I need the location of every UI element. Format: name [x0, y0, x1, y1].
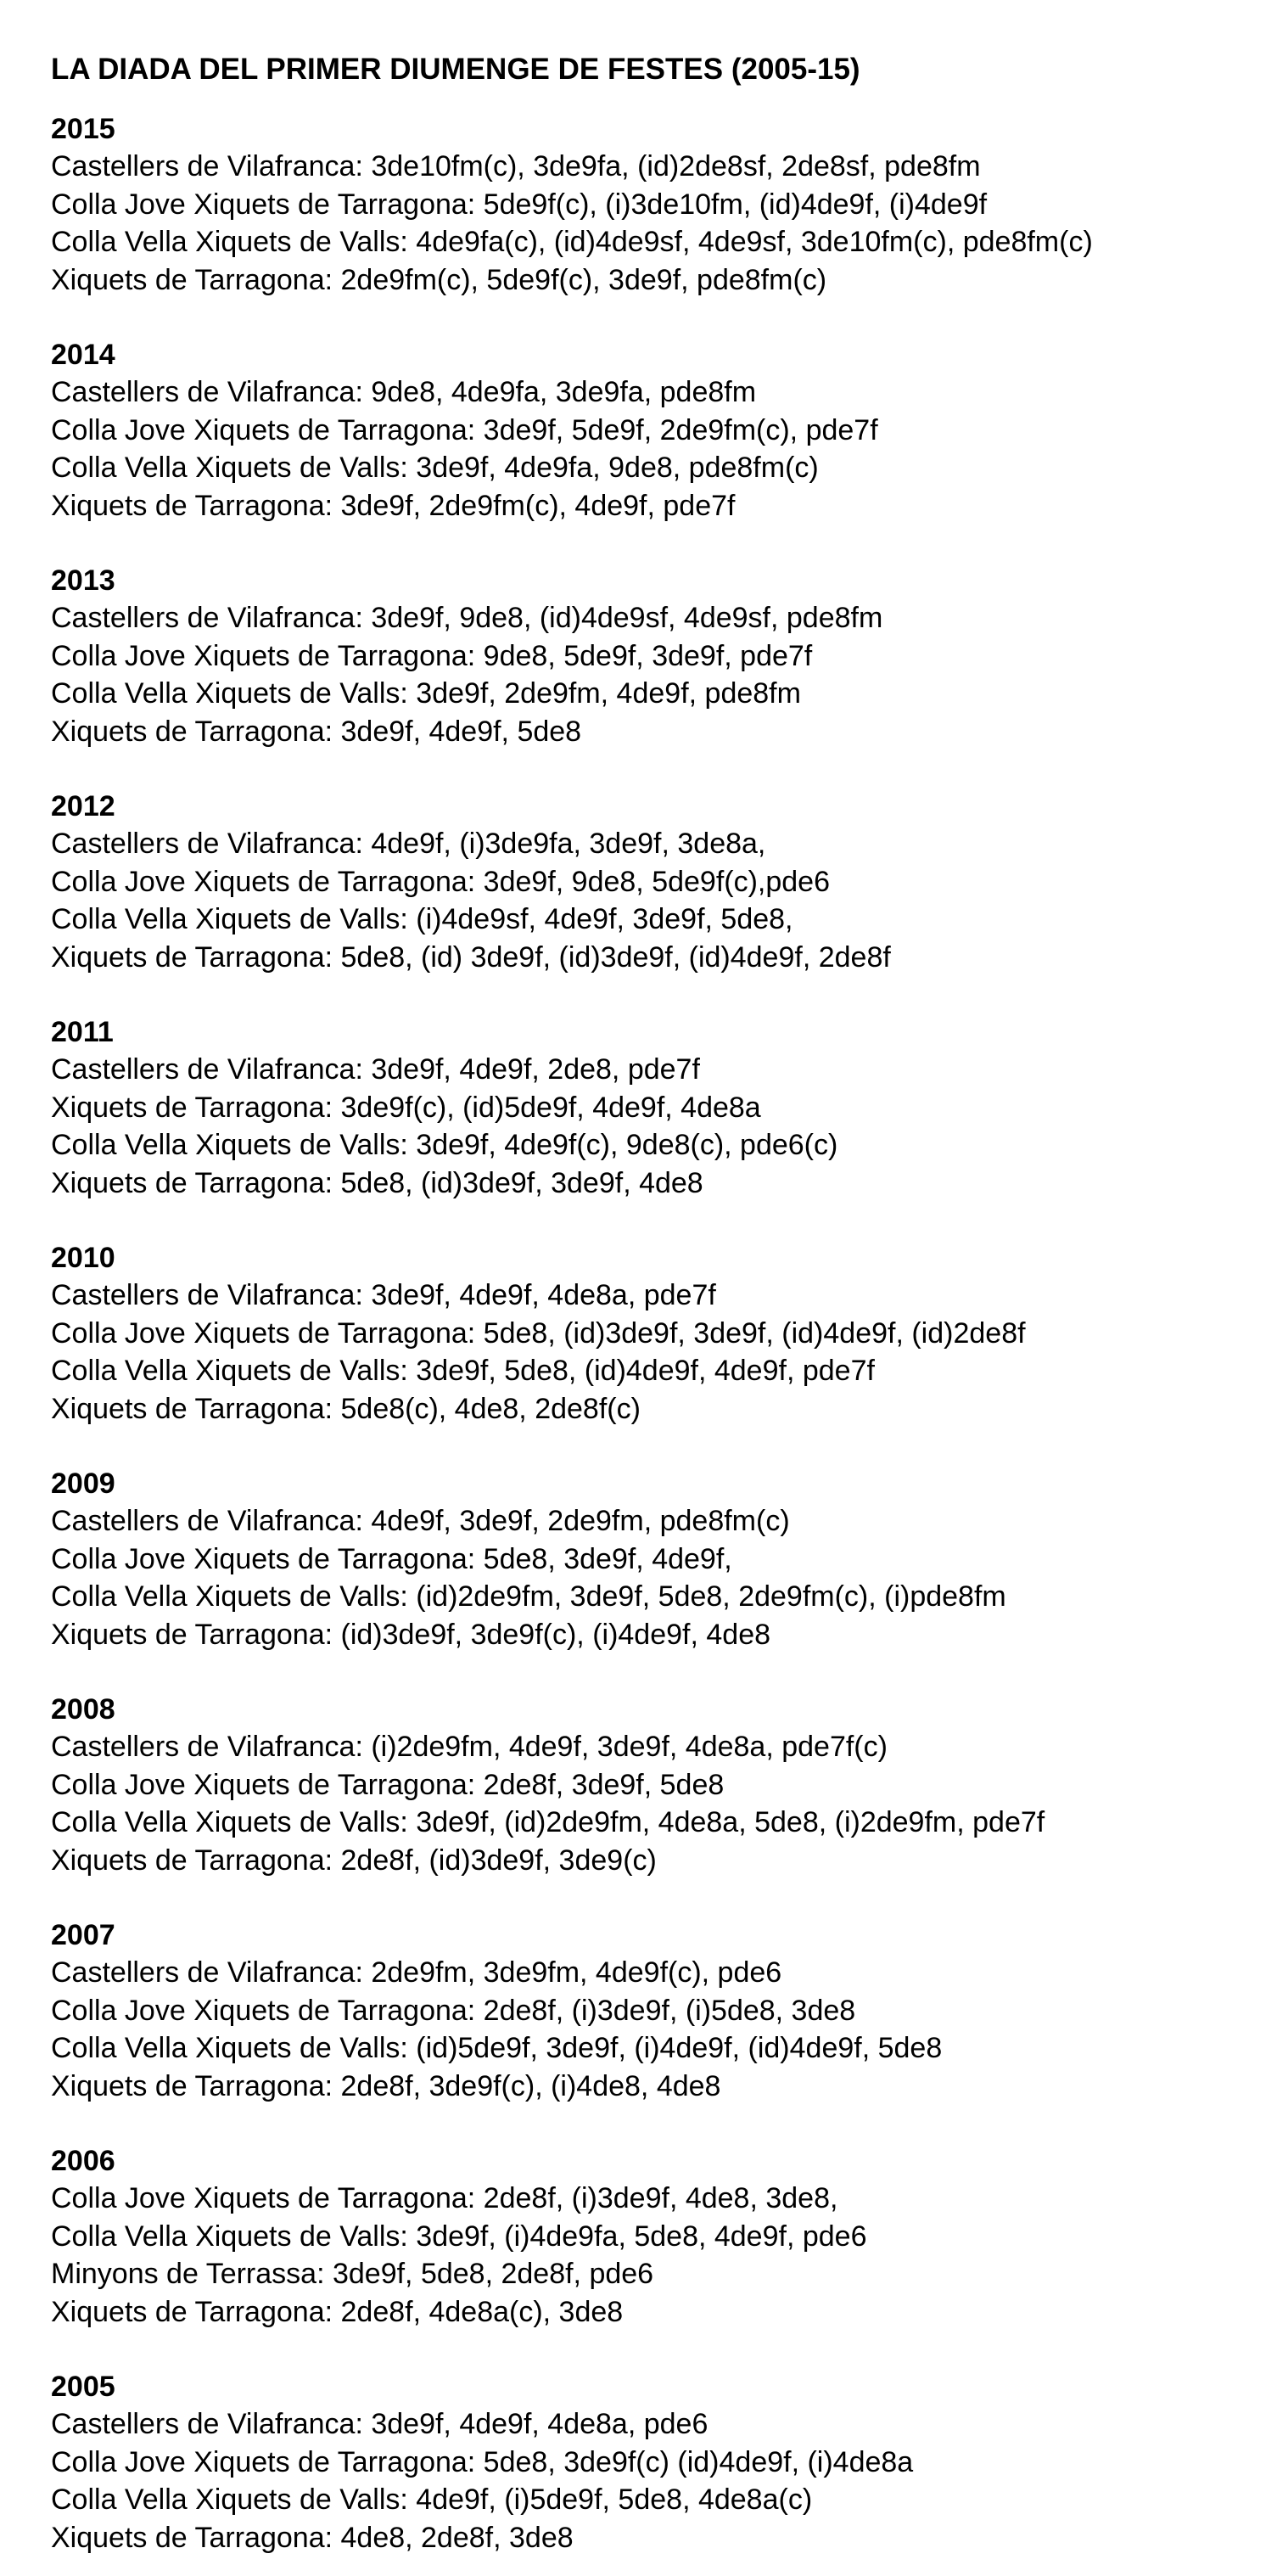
- team-result-line: Castellers de Vilafranca: 9de8, 4de9fa, 3de9fa, pde8fm: [51, 376, 757, 408]
- team-result-line: Colla Vella Xiquets de Valls: 3de9f, 5de8, (id)4de9f, 4de9f, pde7f: [51, 1355, 875, 1387]
- team-result-line: Colla Jove Xiquets de Tarragona: 5de8, 3de9f(c) (id)4de9f, (i)4de8a: [51, 2445, 914, 2478]
- team-result-line: Xiquets de Tarragona: 2de8f, (id)3de9f, 3de9(c): [51, 1844, 657, 1877]
- team-result-line: Colla Vella Xiquets de Valls: 3de9f, 2de9fm, 4de9f, pde8fm: [51, 677, 801, 710]
- year-section: [51, 1917, 1277, 2105]
- team-result-line: Xiquets de Tarragona: 2de8f, 3de9f(c), (i)4de8, 4de8: [51, 2069, 721, 2102]
- team-result-line: Castellers de Vilafranca: 4de9f, 3de9f, 2de9fm, pde8fm(c): [51, 1505, 790, 1537]
- team-result-line: Castellers de Vilafranca: 3de9f, 4de9f, 2de8, pde7f: [51, 1053, 700, 1086]
- team-result-line: Castellers de Vilafranca: 4de9f, (i)3de9fa, 3de9f, 3de8a,: [51, 828, 766, 860]
- team-result-line: Colla Vella Xiquets de Valls: 3de9f, (id)2de9fm, 4de8a, 5de8, (i)2de9fm, pde7f: [51, 1806, 1045, 1838]
- team-result-line: Colla Jove Xiquets de Tarragona: 2de8f, 3de9f, 5de8: [51, 1768, 725, 1801]
- year-heading: 2009: [51, 1468, 115, 1500]
- year-section: [51, 1013, 1277, 1202]
- team-result-line: Castellers de Vilafranca: 3de9f, 4de9f, 4de8a, pde7f: [51, 1279, 716, 1311]
- year-section: [51, 788, 1277, 976]
- year-heading: 2006: [51, 2145, 115, 2177]
- page-title: LA DIADA DEL PRIMER DIUMENGE DE FESTES (2005-15): [51, 53, 860, 86]
- year-section: [51, 1239, 1277, 1428]
- team-result-line: Colla Vella Xiquets de Valls: (id)5de9f, 3de9f, (i)4de9f, (id)4de9f, 5de8: [51, 2032, 943, 2064]
- team-result-line: Colla Vella Xiquets de Valls: 3de9f, 4de9fa, 9de8, pde8fm(c): [51, 452, 819, 484]
- team-result-line: Colla Jove Xiquets de Tarragona: 5de9f(c), (i)3de10fm, (id)4de9f, (i)4de9f: [51, 188, 988, 221]
- team-result-line: Colla Vella Xiquets de Valls: 3de9f, 4de9f(c), 9de8(c), pde6(c): [51, 1129, 838, 1161]
- team-result-line: Xiquets de Tarragona: 2de9fm(c), 5de9f(c), 3de9f, pde8fm(c): [51, 263, 827, 296]
- year-heading: 2013: [51, 564, 115, 597]
- year-heading: 2012: [51, 790, 115, 822]
- team-result-line: Xiquets de Tarragona: 4de8, 2de8f, 3de8: [51, 2521, 574, 2554]
- year-section: [51, 2142, 1277, 2331]
- team-result-line: Xiquets de Tarragona: 3de9f(c), (id)5de9f, 4de9f, 4de8a: [51, 1091, 761, 1124]
- team-result-line: Castellers de Vilafranca: 3de9f, 9de8, (id)4de9sf, 4de9sf, pde8fm: [51, 602, 883, 634]
- team-result-line: Castellers de Vilafranca: 3de10fm(c), 3de9fa, (id)2de8sf, 2de8sf, pde8fm: [51, 150, 981, 182]
- year-heading: 2011: [51, 1016, 114, 1048]
- team-result-line: Colla Jove Xiquets de Tarragona: 2de8f, (i)3de9f, 4de8, 3de8,: [51, 2182, 838, 2214]
- team-result-line: Colla Vella Xiquets de Valls: (i)4de9sf, 4de9f, 3de9f, 5de8,: [51, 903, 793, 935]
- team-result-line: Castellers de Vilafranca: (i)2de9fm, 4de9f, 3de9f, 4de8a, pde7f(c): [51, 1731, 888, 1763]
- year-heading: 2010: [51, 1242, 115, 1274]
- team-result-line: Colla Vella Xiquets de Valls: 4de9f, (i)5de9f, 5de8, 4de8a(c): [51, 2483, 813, 2516]
- year-list: [51, 110, 1277, 2556]
- year-section: [51, 2368, 1277, 2556]
- team-result-line: Xiquets de Tarragona: 3de9f, 2de9fm(c), 4de9f, pde7f: [51, 489, 736, 522]
- team-result-line: Colla Vella Xiquets de Valls: (id)2de9fm, 3de9f, 5de8, 2de9fm(c), (i)pde8fm: [51, 1580, 1006, 1613]
- team-result-line: Xiquets de Tarragona: 5de8, (id) 3de9f, (id)3de9f, (id)4de9f, 2de8f: [51, 940, 891, 974]
- year-section: [51, 1691, 1277, 1879]
- team-result-line: Colla Jove Xiquets de Tarragona: 3de9f, 5de9f, 2de9fm(c), pde7f: [51, 413, 878, 446]
- year-heading: 2008: [51, 1693, 115, 1726]
- year-section: [51, 1465, 1277, 1653]
- team-result-line: Xiquets de Tarragona: (id)3de9f, 3de9f(c), (i)4de9f, 4de8: [51, 1618, 771, 1651]
- team-result-line: Xiquets de Tarragona: 3de9f, 4de9f, 5de8: [51, 715, 582, 748]
- year-heading: 2007: [51, 1919, 115, 1951]
- team-result-line: Colla Jove Xiquets de Tarragona: 9de8, 5de9f, 3de9f, pde7f: [51, 639, 813, 672]
- team-result-line: Xiquets de Tarragona: 5de8(c), 4de8, 2de8f(c): [51, 1392, 641, 1425]
- team-result-line: Colla Jove Xiquets de Tarragona: 2de8f, (i)3de9f, (i)5de8, 3de8: [51, 1994, 856, 2027]
- team-result-line: Minyons de Terrassa: 3de9f, 5de8, 2de8f, pde6: [51, 2258, 654, 2290]
- team-result-line: Castellers de Vilafranca: 2de9fm, 3de9fm, 4de9f(c), pde6: [51, 1956, 782, 1989]
- team-result-line: Xiquets de Tarragona: 5de8, (id)3de9f, 3de9f, 4de8: [51, 1166, 703, 1199]
- team-result-line: Colla Vella Xiquets de Valls: 3de9f, (i)4de9fa, 5de8, 4de9f, pde6: [51, 2220, 867, 2253]
- year-section: [51, 110, 1277, 299]
- year-section: [51, 562, 1277, 750]
- year-section: [51, 336, 1277, 525]
- team-result-line: Colla Jove Xiquets de Tarragona: 5de8, 3de9f, 4de9f,: [51, 1542, 732, 1575]
- team-result-line: Xiquets de Tarragona: 2de8f, 4de8a(c), 3de8: [51, 2295, 624, 2328]
- team-result-line: Colla Jove Xiquets de Tarragona: 5de8, (id)3de9f, 3de9f, (id)4de9f, (id)2de8f: [51, 1316, 1026, 1350]
- team-result-line: Castellers de Vilafranca: 3de9f, 4de9f, 4de8a, pde6: [51, 2408, 709, 2440]
- year-heading: 2014: [51, 339, 115, 371]
- team-result-line: Colla Jove Xiquets de Tarragona: 3de9f, 9de8, 5de9f(c),pde6: [51, 865, 830, 898]
- year-heading: 2005: [51, 2371, 115, 2403]
- team-result-line: Colla Vella Xiquets de Valls: 4de9fa(c), (id)4de9sf, 4de9sf, 3de10fm(c), pde8fm(c): [51, 226, 1093, 258]
- year-heading: 2015: [51, 113, 115, 145]
